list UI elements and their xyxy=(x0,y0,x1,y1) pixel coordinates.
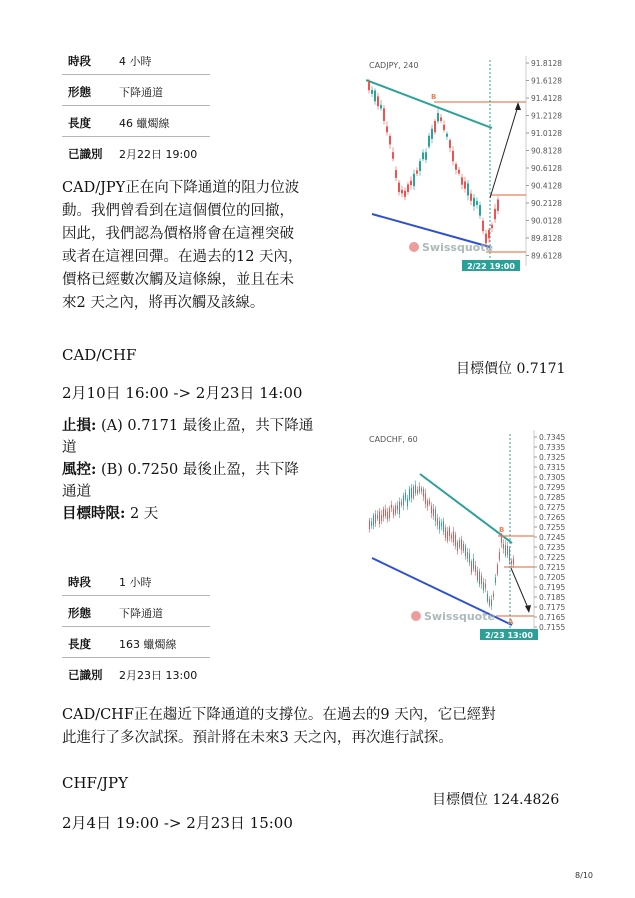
para-line: 來2 天之內，將再次觸及該線。 xyxy=(62,295,265,311)
candle-body xyxy=(497,200,499,211)
candle-body xyxy=(434,121,436,132)
row-value: 2月22日 19:00 xyxy=(119,148,198,161)
row-key: 長度 xyxy=(68,637,91,651)
cadjpy-chart-svg xyxy=(366,56,571,274)
cadchf-description xyxy=(62,704,496,750)
row-key: 已識別 xyxy=(68,668,103,682)
candle-body xyxy=(392,152,394,159)
candle-body xyxy=(385,509,386,516)
candle-body xyxy=(461,539,462,549)
pattern-table-cadchf xyxy=(62,565,210,688)
price-tick-label: 91.4128 xyxy=(531,94,563,103)
candle-body xyxy=(473,559,474,569)
candle-body xyxy=(398,183,400,193)
time-line xyxy=(62,503,313,525)
candle-body xyxy=(410,181,412,185)
candle-body xyxy=(505,545,506,556)
candle-body xyxy=(413,174,415,186)
price-axis xyxy=(534,433,565,632)
table-row xyxy=(62,44,210,75)
price-axis xyxy=(526,59,562,261)
candle-body xyxy=(473,198,475,206)
price-tick-label: 91.0128 xyxy=(531,129,563,138)
stop-loss-line xyxy=(62,415,313,437)
row-key: 形態 xyxy=(68,606,91,620)
candle-body xyxy=(455,535,456,546)
price-tick-label: 91.2128 xyxy=(531,111,563,121)
cadjpy-description xyxy=(62,177,303,315)
candle-body xyxy=(483,582,484,590)
price-tick-label: 0.7155 xyxy=(539,623,566,632)
table-row xyxy=(62,658,210,688)
candle-body xyxy=(387,512,388,520)
table-row xyxy=(62,627,210,658)
candle-body xyxy=(475,566,476,572)
candle-body xyxy=(395,506,396,514)
candle-body xyxy=(373,515,374,526)
candle-body xyxy=(437,518,438,525)
chfjpy-target: 目標價位 124.4826 xyxy=(432,792,560,808)
cadchf-target: 目標價位 0.7171 xyxy=(456,361,566,377)
price-tick-label: 0.7225 xyxy=(539,553,566,562)
candle-body xyxy=(401,190,403,193)
candle-body xyxy=(417,490,418,494)
candle-body xyxy=(477,570,478,580)
candle-body xyxy=(397,505,398,509)
row-key: 已識別 xyxy=(68,147,103,161)
candle-body xyxy=(497,565,498,575)
candle-body xyxy=(452,151,454,161)
price-tick-label: 91.8128 xyxy=(531,59,563,68)
candle-body xyxy=(513,559,514,565)
price-tick-label: 0.7175 xyxy=(539,603,566,612)
price-tick-label: 0.7185 xyxy=(539,593,566,602)
candle-body xyxy=(487,594,488,601)
row-key: 形態 xyxy=(68,85,91,99)
point-a-label: A xyxy=(508,618,514,626)
para-line: 此進行了多次試探。預計將在未來3 天之內，再次進行試探。 xyxy=(62,730,453,746)
candle-body xyxy=(443,521,444,532)
candle-body xyxy=(445,528,446,538)
price-tick-label: 0.7335 xyxy=(539,443,566,452)
candle-body xyxy=(427,501,428,507)
cadchf-title: CAD/CHF xyxy=(62,346,137,364)
candle-body xyxy=(501,537,502,543)
table-row xyxy=(62,565,210,596)
candle-body xyxy=(419,486,420,491)
candle-body xyxy=(386,126,388,132)
candle-body xyxy=(415,485,416,493)
candle-body xyxy=(371,90,373,94)
candle-body xyxy=(443,125,445,130)
page-number: 8/10 xyxy=(575,871,593,880)
candle-body xyxy=(425,152,427,160)
chfjpy-title: CHF/JPY xyxy=(62,774,129,792)
price-tick-label: 0.7245 xyxy=(539,533,566,542)
candle-body xyxy=(509,548,510,560)
candle-body xyxy=(409,489,410,500)
candle-body xyxy=(464,181,466,188)
price-tick-label: 90.2128 xyxy=(531,199,563,208)
table-row xyxy=(62,137,210,167)
candle-body xyxy=(470,194,472,201)
para-line: 動。我們曾看到在這個價位的回撤， xyxy=(62,203,294,219)
price-tick-label: 0.7295 xyxy=(539,483,566,492)
candle-body xyxy=(377,96,379,106)
candle-body xyxy=(457,542,458,551)
point-b-label: B xyxy=(431,93,437,101)
candle-body xyxy=(425,493,426,503)
candle-body xyxy=(399,502,400,514)
candle-body xyxy=(413,487,414,498)
price-tick-label: 0.7255 xyxy=(539,523,566,532)
candle-body xyxy=(469,553,470,562)
candle-body xyxy=(381,515,382,521)
table-row xyxy=(62,75,210,106)
price-tick-label: 89.8128 xyxy=(531,234,563,243)
candle-body xyxy=(491,600,492,606)
candle-body xyxy=(481,576,482,585)
swissquote-logo-icon xyxy=(409,242,419,252)
candle-body xyxy=(463,544,464,551)
price-tick-label: 90.8128 xyxy=(531,146,563,156)
cadchf-chart xyxy=(366,430,571,642)
price-tick-label: 0.7165 xyxy=(539,613,566,622)
candle-body xyxy=(439,521,440,529)
candle-body xyxy=(428,136,430,147)
price-tick-label: 0.7285 xyxy=(539,493,566,502)
candle-body xyxy=(380,105,382,109)
candle-body xyxy=(379,511,380,524)
risk-text-cont: 通道 xyxy=(62,484,91,500)
row-key: 長度 xyxy=(68,116,91,130)
watermark: Swissquote xyxy=(424,610,495,623)
candle-body xyxy=(416,170,418,173)
candle-body xyxy=(423,489,424,497)
candle-body xyxy=(455,164,457,170)
para-line: 或者在這裡回彈。在過去的12 天內， xyxy=(62,249,303,265)
candle-body xyxy=(461,177,463,184)
candle-body xyxy=(467,183,469,195)
candle-body xyxy=(471,562,472,573)
candle-body xyxy=(431,506,432,513)
row-value: 4 小時 xyxy=(119,55,152,68)
candle-body xyxy=(453,532,454,542)
price-tick-label: 90.0128 xyxy=(531,216,563,226)
candle-body xyxy=(451,535,452,538)
price-tick-label: 0.7275 xyxy=(539,503,566,512)
candle-body xyxy=(404,191,406,197)
cadchf-chart-svg xyxy=(366,430,571,642)
table-row xyxy=(62,106,210,137)
para-line: CAD/JPY正在向下降通道的阻力位波 xyxy=(62,180,300,196)
candle-body xyxy=(383,108,385,121)
time-label: 目標時限: xyxy=(62,505,126,522)
chart-symbol: CADJPY, 240 xyxy=(369,61,419,70)
candle-body xyxy=(368,82,370,91)
para-line: CAD/CHF正在趨近下降通道的支撐位。在過去的9 天內，它已經對 xyxy=(62,707,496,723)
price-tick-label: 89.6128 xyxy=(531,251,563,261)
candle-body xyxy=(369,521,370,530)
candle-body xyxy=(491,225,493,228)
row-value: 2月23日 13:00 xyxy=(119,669,198,682)
candle-body xyxy=(395,170,397,178)
candle-body xyxy=(389,136,391,144)
para-line: 因此，我們認為價格將會在這裡突破 xyxy=(62,226,294,242)
candle-body xyxy=(411,488,412,498)
candle-body xyxy=(495,578,496,583)
date-label: 2/23 13:00 xyxy=(485,631,533,640)
row-key: 時段 xyxy=(68,575,91,589)
price-tick-label: 90.6128 xyxy=(531,164,563,173)
row-value: 46 蠟燭線 xyxy=(119,117,170,130)
candle-body xyxy=(431,129,433,139)
chart-symbol: CADCHF, 60 xyxy=(369,435,418,444)
candle-body xyxy=(401,502,402,505)
candle-body xyxy=(488,230,490,238)
watermark: Swissquote xyxy=(422,241,493,254)
price-tick-label: 0.7315 xyxy=(539,463,566,472)
candle-body xyxy=(499,552,500,560)
price-tick-label: 0.7325 xyxy=(539,453,566,462)
para-line: 價格已經數次觸及這條線，並且在未 xyxy=(62,272,294,288)
candle-body xyxy=(446,134,448,137)
candle-body xyxy=(459,540,460,547)
price-tick-label: 0.7215 xyxy=(539,563,566,572)
candle-body xyxy=(482,221,484,231)
cadchf-date-range: 2月10日 16:00 -> 2月23日 14:00 xyxy=(62,384,303,402)
row-value: 下降通道 xyxy=(119,86,163,99)
candle-body xyxy=(407,499,408,507)
candle-body xyxy=(449,140,451,148)
point-b-label: B xyxy=(499,526,505,534)
stop-text-cont: 道 xyxy=(62,440,77,456)
price-tick-label: 0.7235 xyxy=(539,543,566,552)
candle-body xyxy=(377,515,378,519)
risk-line xyxy=(62,459,313,481)
candle-body xyxy=(437,113,439,121)
candle-body xyxy=(374,90,376,101)
price-tick-label: 0.7195 xyxy=(539,583,566,592)
candle-body xyxy=(503,544,504,549)
candle-body xyxy=(419,161,421,171)
candle-body xyxy=(422,153,424,160)
row-key: 時段 xyxy=(68,54,91,68)
candle-body xyxy=(449,528,450,536)
candle-body xyxy=(489,599,490,605)
cadchf-trade-details xyxy=(62,415,313,525)
candle-body xyxy=(458,170,460,174)
candle-body xyxy=(435,509,436,521)
candle-body xyxy=(403,496,404,506)
price-tick-label: 0.7305 xyxy=(539,473,566,482)
price-tick-label: 0.7345 xyxy=(539,433,566,442)
time-text: 2 天 xyxy=(125,506,159,522)
table-row xyxy=(62,596,210,627)
candle-body xyxy=(429,500,430,504)
candle-body xyxy=(389,508,390,518)
candle-body xyxy=(511,561,512,564)
candle-body xyxy=(441,523,442,527)
candle-body xyxy=(485,584,486,588)
candle-body xyxy=(465,546,466,556)
candle-body xyxy=(421,488,422,491)
candle-body xyxy=(391,505,392,508)
swissquote-logo-icon xyxy=(411,611,421,621)
candle-body xyxy=(383,509,384,517)
pattern-table-cadjpy xyxy=(62,44,210,167)
candle-body xyxy=(375,514,376,524)
candle-body xyxy=(493,593,494,597)
candle-body xyxy=(476,201,478,205)
price-tick-label: 91.6128 xyxy=(531,76,563,86)
row-value: 1 小時 xyxy=(119,576,152,589)
candle-body xyxy=(479,572,480,585)
row-value: 163 蠟燭線 xyxy=(119,638,177,651)
stop-label: 止損: xyxy=(62,417,97,434)
cadjpy-chart xyxy=(366,56,571,274)
candle-body xyxy=(393,509,394,515)
candle-body xyxy=(507,546,508,555)
price-tick-label: 90.4128 xyxy=(531,181,563,191)
risk-text: (B) 0.7250 最後止盈，共下降 xyxy=(96,462,299,478)
price-tick-label: 0.7205 xyxy=(539,573,566,582)
stop-text: (A) 0.7171 最後止盈，共下降通 xyxy=(96,418,314,434)
candle-body xyxy=(447,531,448,541)
candle-body xyxy=(433,509,434,516)
candle-body xyxy=(467,552,468,558)
risk-label: 風控: xyxy=(62,461,97,478)
candle-body xyxy=(494,209,496,219)
candle-body xyxy=(405,493,406,500)
candle-body xyxy=(440,117,442,121)
date-label: 2/22 19:00 xyxy=(467,262,515,271)
row-value: 下降通道 xyxy=(119,607,163,620)
candle-body xyxy=(371,522,372,526)
chfjpy-date-range: 2月4日 19:00 -> 2月23日 15:00 xyxy=(62,814,293,832)
candle-body xyxy=(479,205,481,216)
candle-body xyxy=(407,184,409,192)
price-tick-label: 0.7265 xyxy=(539,513,566,522)
